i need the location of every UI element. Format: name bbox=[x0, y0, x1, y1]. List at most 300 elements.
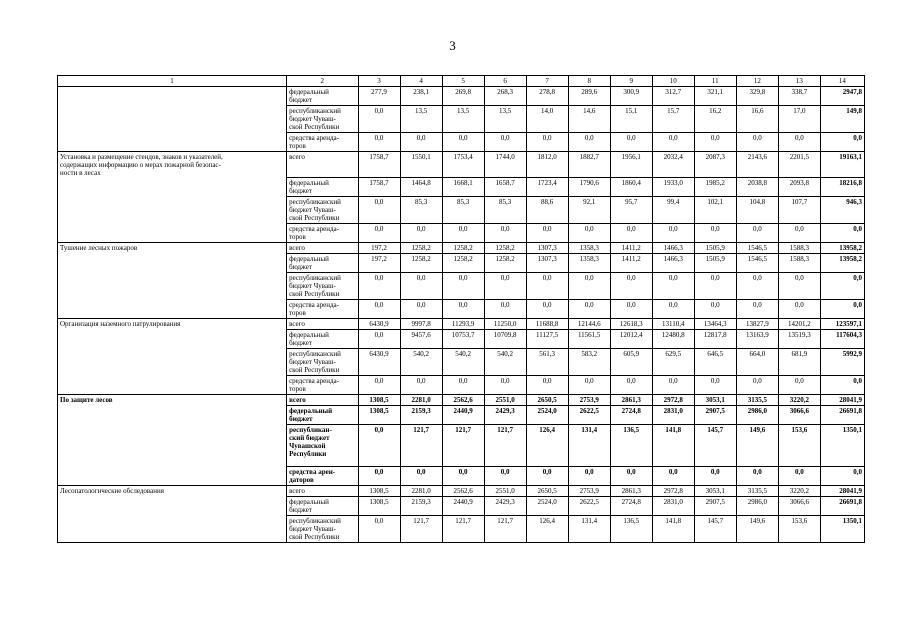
value-cell: 3053,1 bbox=[694, 395, 736, 406]
value-cell: 12480,8 bbox=[652, 330, 694, 349]
value-cell: 0,0 bbox=[358, 106, 400, 133]
value-cell: 1812,0 bbox=[526, 152, 568, 178]
value-cell: 0,0 bbox=[652, 133, 694, 152]
value-cell: 238,1 bbox=[400, 87, 442, 106]
value-cell: 0,0 bbox=[400, 376, 442, 395]
value-cell: 1723,4 bbox=[526, 178, 568, 197]
value-cell: 1790,6 bbox=[568, 178, 610, 197]
funding-source-cell bbox=[287, 497, 358, 516]
text-line: бюджет Чуваш- bbox=[289, 282, 336, 290]
value-cell: 321,1 bbox=[694, 87, 736, 106]
funding-source-cell bbox=[287, 87, 358, 106]
value-cell: 1258,2 bbox=[484, 243, 526, 254]
text-line: средства аренда- bbox=[289, 134, 339, 142]
value-cell: 540,2 bbox=[484, 349, 526, 376]
value-cell: 1658,7 bbox=[484, 178, 526, 197]
value-cell: 0,0 bbox=[526, 376, 568, 395]
value-cell: 0,0 bbox=[400, 467, 442, 486]
value-cell: 149,6 bbox=[736, 425, 778, 467]
column-header: 14 bbox=[820, 76, 864, 87]
value-cell: 2831,0 bbox=[652, 406, 694, 425]
value-cell: 1985,2 bbox=[694, 178, 736, 197]
text-line: бюджет bbox=[289, 187, 312, 195]
value-cell: 0,0 bbox=[442, 273, 484, 300]
value-cell: 0,0 bbox=[778, 133, 820, 152]
value-cell: 300,9 bbox=[610, 87, 652, 106]
value-cell: 2972,8 bbox=[652, 486, 694, 497]
value-cell: 13827,9 bbox=[736, 319, 778, 330]
value-cell: 3053,1 bbox=[694, 486, 736, 497]
table-row bbox=[58, 486, 865, 497]
activity-cell bbox=[58, 243, 287, 319]
value-cell: 2032,4 bbox=[652, 152, 694, 178]
value-cell: 2753,9 bbox=[568, 395, 610, 406]
value-cell: 1308,5 bbox=[358, 406, 400, 425]
value-cell: 2650,5 bbox=[526, 395, 568, 406]
total-cell: 123597,1 bbox=[820, 319, 864, 330]
total-cell: 13958,2 bbox=[820, 254, 864, 273]
column-header: 10 bbox=[652, 76, 694, 87]
value-cell: 0,0 bbox=[400, 300, 442, 319]
value-cell: 312,7 bbox=[652, 87, 694, 106]
value-cell: 15,1 bbox=[610, 106, 652, 133]
value-cell: 0,0 bbox=[358, 516, 400, 543]
value-cell: 2650,5 bbox=[526, 486, 568, 497]
value-cell: 13,5 bbox=[400, 106, 442, 133]
funding-source-cell bbox=[287, 516, 358, 543]
value-cell: 0,0 bbox=[358, 273, 400, 300]
text-line: даторов bbox=[289, 476, 314, 484]
value-cell: 2551,0 bbox=[484, 486, 526, 497]
value-cell: 85,3 bbox=[484, 197, 526, 224]
value-cell: 2622,5 bbox=[568, 497, 610, 516]
column-header: 12 bbox=[736, 76, 778, 87]
value-cell: 1758,7 bbox=[358, 178, 400, 197]
value-cell: 629,5 bbox=[652, 349, 694, 376]
funding-source-cell bbox=[287, 330, 358, 349]
value-cell: 0,0 bbox=[484, 133, 526, 152]
text-line: Республики bbox=[289, 450, 327, 458]
value-cell: 14201,2 bbox=[778, 319, 820, 330]
value-cell: 1668,1 bbox=[442, 178, 484, 197]
value-cell: 0,0 bbox=[526, 300, 568, 319]
value-cell: 121,7 bbox=[400, 516, 442, 543]
value-cell: 2159,3 bbox=[400, 406, 442, 425]
text-line: республиканский bbox=[289, 517, 341, 525]
text-line: Тушение лесных пожаров bbox=[60, 244, 138, 252]
value-cell: 0,0 bbox=[484, 376, 526, 395]
value-cell: 0,0 bbox=[568, 133, 610, 152]
value-cell: 85,3 bbox=[442, 197, 484, 224]
value-cell: 153,6 bbox=[778, 516, 820, 543]
value-cell: 1546,5 bbox=[736, 254, 778, 273]
value-cell: 3066,6 bbox=[778, 406, 820, 425]
value-cell: 0,0 bbox=[442, 224, 484, 243]
value-cell: 338,7 bbox=[778, 87, 820, 106]
column-header: 8 bbox=[568, 76, 610, 87]
text-line: средства аренда- bbox=[289, 225, 339, 233]
value-cell: 3135,5 bbox=[736, 486, 778, 497]
text-line: Лесопатологические обследования bbox=[60, 487, 164, 495]
value-cell: 269,8 bbox=[442, 87, 484, 106]
value-cell: 1358,3 bbox=[568, 254, 610, 273]
text-line: федеральный bbox=[289, 407, 333, 415]
value-cell: 0,0 bbox=[442, 133, 484, 152]
value-cell: 15,7 bbox=[652, 106, 694, 133]
text-line: торов bbox=[289, 142, 306, 150]
value-cell: 0,0 bbox=[526, 273, 568, 300]
value-cell: 0,0 bbox=[400, 133, 442, 152]
funding-source-cell bbox=[287, 349, 358, 376]
funding-source-cell bbox=[287, 133, 358, 152]
value-cell: 0,0 bbox=[610, 273, 652, 300]
text-line: всего bbox=[289, 244, 305, 252]
value-cell: 2281,0 bbox=[400, 395, 442, 406]
value-cell: 2038,8 bbox=[736, 178, 778, 197]
value-cell: 0,0 bbox=[652, 224, 694, 243]
funding-source-cell bbox=[287, 254, 358, 273]
column-header: 3 bbox=[358, 76, 400, 87]
value-cell: 95,7 bbox=[610, 197, 652, 224]
value-cell: 6430,9 bbox=[358, 349, 400, 376]
value-cell: 1411,2 bbox=[610, 254, 652, 273]
value-cell: 0,0 bbox=[778, 467, 820, 486]
value-cell: 10753,7 bbox=[442, 330, 484, 349]
value-cell: 0,0 bbox=[694, 273, 736, 300]
value-cell: 0,0 bbox=[610, 300, 652, 319]
column-header: 1 bbox=[58, 76, 287, 87]
text-line: федеральный bbox=[289, 498, 329, 506]
value-cell: 2551,0 bbox=[484, 395, 526, 406]
total-cell: 26691,8 bbox=[820, 497, 864, 516]
text-line: республиканский bbox=[289, 274, 341, 282]
text-line: Установка и размещение стендов, знаков и указателей, bbox=[60, 153, 223, 161]
value-cell: 3220,2 bbox=[778, 486, 820, 497]
value-cell: 277,9 bbox=[358, 87, 400, 106]
value-cell: 1882,7 bbox=[568, 152, 610, 178]
text-line: ской Республики bbox=[289, 366, 340, 374]
text-line: федеральный bbox=[289, 88, 329, 96]
budget-table bbox=[57, 75, 865, 543]
value-cell: 141,8 bbox=[652, 425, 694, 467]
value-cell: 2093,8 bbox=[778, 178, 820, 197]
text-line: средства аренда- bbox=[289, 301, 339, 309]
value-cell: 1588,3 bbox=[778, 243, 820, 254]
column-header: 2 bbox=[287, 76, 358, 87]
value-cell: 2429,3 bbox=[484, 497, 526, 516]
table-body bbox=[58, 76, 865, 543]
value-cell: 12144,6 bbox=[568, 319, 610, 330]
value-cell: 1744,0 bbox=[484, 152, 526, 178]
value-cell: 2524,0 bbox=[526, 406, 568, 425]
column-header: 4 bbox=[400, 76, 442, 87]
total-cell: 13958,2 bbox=[820, 243, 864, 254]
table-row bbox=[58, 319, 865, 330]
value-cell: 0,0 bbox=[736, 133, 778, 152]
total-cell: 0,0 bbox=[820, 300, 864, 319]
value-cell: 2562,6 bbox=[442, 486, 484, 497]
value-cell: 2201,5 bbox=[778, 152, 820, 178]
value-cell: 6430,9 bbox=[358, 319, 400, 330]
funding-source-cell bbox=[287, 178, 358, 197]
value-cell: 1464,8 bbox=[400, 178, 442, 197]
value-cell: 1308,5 bbox=[358, 497, 400, 516]
value-cell: 0,0 bbox=[484, 224, 526, 243]
value-cell: 0,0 bbox=[694, 467, 736, 486]
text-line: ской Республики bbox=[289, 214, 340, 222]
value-cell: 1758,7 bbox=[358, 152, 400, 178]
value-cell: 2861,3 bbox=[610, 395, 652, 406]
value-cell: 1258,2 bbox=[400, 254, 442, 273]
value-cell: 0,0 bbox=[442, 467, 484, 486]
value-cell: 1307,3 bbox=[526, 243, 568, 254]
text-line: всего bbox=[289, 396, 306, 404]
text-line: бюджет Чуваш- bbox=[289, 115, 336, 123]
value-cell: 0,0 bbox=[736, 224, 778, 243]
total-cell: 117604,3 bbox=[820, 330, 864, 349]
total-cell: 28041,9 bbox=[820, 395, 864, 406]
value-cell: 145,7 bbox=[694, 425, 736, 467]
text-line: бюджет Чуваш- bbox=[289, 525, 336, 533]
value-cell: 0,0 bbox=[358, 224, 400, 243]
value-cell: 561,3 bbox=[526, 349, 568, 376]
page-number: 3 bbox=[449, 38, 456, 53]
value-cell: 268,3 bbox=[484, 87, 526, 106]
activity-cell bbox=[58, 486, 287, 543]
text-line: ности в лесах bbox=[60, 169, 101, 177]
text-line: республиканский bbox=[289, 350, 341, 358]
value-cell: 0,0 bbox=[358, 133, 400, 152]
funding-source-cell bbox=[287, 300, 358, 319]
text-line: бюджет bbox=[289, 506, 312, 514]
value-cell: 2087,3 bbox=[694, 152, 736, 178]
total-cell: 26691,8 bbox=[820, 406, 864, 425]
value-cell: 329,8 bbox=[736, 87, 778, 106]
value-cell: 14,0 bbox=[526, 106, 568, 133]
column-header: 9 bbox=[610, 76, 652, 87]
value-cell: 121,7 bbox=[442, 425, 484, 467]
funding-source-cell bbox=[287, 319, 358, 330]
value-cell: 2986,0 bbox=[736, 406, 778, 425]
value-cell: 1546,5 bbox=[736, 243, 778, 254]
text-line: По защите лесов bbox=[60, 396, 113, 404]
value-cell: 0,0 bbox=[484, 467, 526, 486]
value-cell: 13464,3 bbox=[694, 319, 736, 330]
funding-source-cell bbox=[287, 224, 358, 243]
text-line: торов bbox=[289, 233, 306, 241]
value-cell: 0,0 bbox=[736, 376, 778, 395]
value-cell: 1505,9 bbox=[694, 254, 736, 273]
activity-cell bbox=[58, 319, 287, 395]
value-cell: 289,6 bbox=[568, 87, 610, 106]
value-cell: 0,0 bbox=[610, 224, 652, 243]
value-cell: 11127,5 bbox=[526, 330, 568, 349]
total-cell: 19163,1 bbox=[820, 152, 864, 178]
funding-source-cell bbox=[287, 467, 358, 486]
text-line: всего bbox=[289, 320, 305, 328]
value-cell: 1956,1 bbox=[610, 152, 652, 178]
value-cell: 0,0 bbox=[568, 273, 610, 300]
value-cell: 121,7 bbox=[442, 516, 484, 543]
column-header: 13 bbox=[778, 76, 820, 87]
value-cell: 121,7 bbox=[484, 516, 526, 543]
table-row bbox=[58, 395, 865, 406]
value-cell: 1258,2 bbox=[442, 243, 484, 254]
value-cell: 0,0 bbox=[694, 224, 736, 243]
value-cell: 0,0 bbox=[694, 133, 736, 152]
value-cell: 104,8 bbox=[736, 197, 778, 224]
value-cell: 11688,8 bbox=[526, 319, 568, 330]
total-cell: 1350,1 bbox=[820, 425, 864, 467]
value-cell: 0,0 bbox=[778, 273, 820, 300]
text-line: бюджет bbox=[289, 263, 312, 271]
value-cell: 2724,8 bbox=[610, 497, 652, 516]
value-cell: 0,0 bbox=[484, 273, 526, 300]
column-header: 11 bbox=[694, 76, 736, 87]
value-cell: 197,2 bbox=[358, 254, 400, 273]
value-cell: 0,0 bbox=[358, 467, 400, 486]
value-cell: 1550,1 bbox=[400, 152, 442, 178]
value-cell: 0,0 bbox=[568, 376, 610, 395]
value-cell: 1411,2 bbox=[610, 243, 652, 254]
value-cell: 0,0 bbox=[358, 330, 400, 349]
value-cell: 12618,3 bbox=[610, 319, 652, 330]
value-cell: 2724,8 bbox=[610, 406, 652, 425]
total-cell: 28041,9 bbox=[820, 486, 864, 497]
total-cell: 0,0 bbox=[820, 273, 864, 300]
value-cell: 2622,5 bbox=[568, 406, 610, 425]
funding-source-cell bbox=[287, 376, 358, 395]
text-line: республикан- bbox=[289, 426, 332, 434]
value-cell: 0,0 bbox=[694, 300, 736, 319]
value-cell: 0,0 bbox=[358, 425, 400, 467]
value-cell: 126,4 bbox=[526, 516, 568, 543]
header-row bbox=[58, 76, 865, 87]
value-cell: 0,0 bbox=[736, 467, 778, 486]
value-cell: 2562,6 bbox=[442, 395, 484, 406]
value-cell: 2143,6 bbox=[736, 152, 778, 178]
value-cell: 2972,8 bbox=[652, 395, 694, 406]
value-cell: 88,6 bbox=[526, 197, 568, 224]
value-cell: 1258,2 bbox=[484, 254, 526, 273]
value-cell: 1588,3 bbox=[778, 254, 820, 273]
text-line: всего bbox=[289, 153, 305, 161]
value-cell: 0,0 bbox=[400, 224, 442, 243]
total-cell: 0,0 bbox=[820, 467, 864, 486]
text-line: республиканский bbox=[289, 198, 341, 206]
value-cell: 13,5 bbox=[442, 106, 484, 133]
value-cell: 99,4 bbox=[652, 197, 694, 224]
value-cell: 1860,4 bbox=[610, 178, 652, 197]
value-cell: 131,4 bbox=[568, 425, 610, 467]
value-cell: 131,4 bbox=[568, 516, 610, 543]
total-cell: 0,0 bbox=[820, 224, 864, 243]
value-cell: 1466,3 bbox=[652, 243, 694, 254]
total-cell: 18216,8 bbox=[820, 178, 864, 197]
value-cell: 2907,5 bbox=[694, 497, 736, 516]
value-cell: 153,6 bbox=[778, 425, 820, 467]
value-cell: 13519,3 bbox=[778, 330, 820, 349]
value-cell: 136,5 bbox=[610, 516, 652, 543]
text-line: бюджет bbox=[289, 415, 313, 423]
value-cell: 107,7 bbox=[778, 197, 820, 224]
value-cell: 1358,3 bbox=[568, 243, 610, 254]
value-cell: 2159,3 bbox=[400, 497, 442, 516]
value-cell: 2281,0 bbox=[400, 486, 442, 497]
value-cell: 3066,6 bbox=[778, 497, 820, 516]
funding-source-cell bbox=[287, 273, 358, 300]
value-cell: 85,3 bbox=[400, 197, 442, 224]
funding-source-cell bbox=[287, 486, 358, 497]
value-cell: 0,0 bbox=[694, 376, 736, 395]
funding-source-cell bbox=[287, 406, 358, 425]
text-line: всего bbox=[289, 487, 305, 495]
value-cell: 0,0 bbox=[568, 300, 610, 319]
total-cell: 1350,1 bbox=[820, 516, 864, 543]
value-cell: 12817,8 bbox=[694, 330, 736, 349]
value-cell: 583,2 bbox=[568, 349, 610, 376]
column-header: 6 bbox=[484, 76, 526, 87]
value-cell: 2753,9 bbox=[568, 486, 610, 497]
text-line: Чувашской bbox=[289, 442, 326, 450]
total-cell: 2947,8 bbox=[820, 87, 864, 106]
value-cell: 126,4 bbox=[526, 425, 568, 467]
value-cell: 2429,3 bbox=[484, 406, 526, 425]
value-cell: 2440,9 bbox=[442, 406, 484, 425]
value-cell: 12012,4 bbox=[610, 330, 652, 349]
value-cell: 646,5 bbox=[694, 349, 736, 376]
value-cell: 3220,2 bbox=[778, 395, 820, 406]
value-cell: 0,0 bbox=[610, 467, 652, 486]
value-cell: 1308,5 bbox=[358, 395, 400, 406]
funding-source-cell bbox=[287, 106, 358, 133]
table-row bbox=[58, 243, 865, 254]
value-cell: 0,0 bbox=[736, 300, 778, 319]
value-cell: 0,0 bbox=[610, 376, 652, 395]
text-line: ской Республики bbox=[289, 533, 340, 541]
table-row bbox=[58, 152, 865, 178]
value-cell: 0,0 bbox=[778, 300, 820, 319]
value-cell: 145,7 bbox=[694, 516, 736, 543]
value-cell: 121,7 bbox=[484, 425, 526, 467]
value-cell: 1307,3 bbox=[526, 254, 568, 273]
value-cell: 278,8 bbox=[526, 87, 568, 106]
text-line: средства арен- bbox=[289, 468, 336, 476]
text-line: торов bbox=[289, 309, 306, 317]
text-line: содержащих информацию о мерах пожарной безопас- bbox=[60, 161, 221, 169]
value-cell: 92,1 bbox=[568, 197, 610, 224]
text-line: средства аренда- bbox=[289, 377, 339, 385]
activity-cell bbox=[58, 152, 287, 243]
value-cell: 13,5 bbox=[484, 106, 526, 133]
value-cell: 2440,9 bbox=[442, 497, 484, 516]
text-line: федеральный bbox=[289, 179, 329, 187]
value-cell: 0,0 bbox=[358, 376, 400, 395]
value-cell: 13163,9 bbox=[736, 330, 778, 349]
text-line: федеральный bbox=[289, 331, 329, 339]
value-cell: 136,5 bbox=[610, 425, 652, 467]
value-cell: 121,7 bbox=[400, 425, 442, 467]
value-cell: 1258,2 bbox=[400, 243, 442, 254]
value-cell: 681,9 bbox=[778, 349, 820, 376]
value-cell: 11250,0 bbox=[484, 319, 526, 330]
value-cell: 1505,9 bbox=[694, 243, 736, 254]
value-cell: 0,0 bbox=[652, 273, 694, 300]
value-cell: 0,0 bbox=[568, 224, 610, 243]
value-cell: 0,0 bbox=[526, 224, 568, 243]
value-cell: 16,2 bbox=[694, 106, 736, 133]
value-cell: 0,0 bbox=[484, 300, 526, 319]
